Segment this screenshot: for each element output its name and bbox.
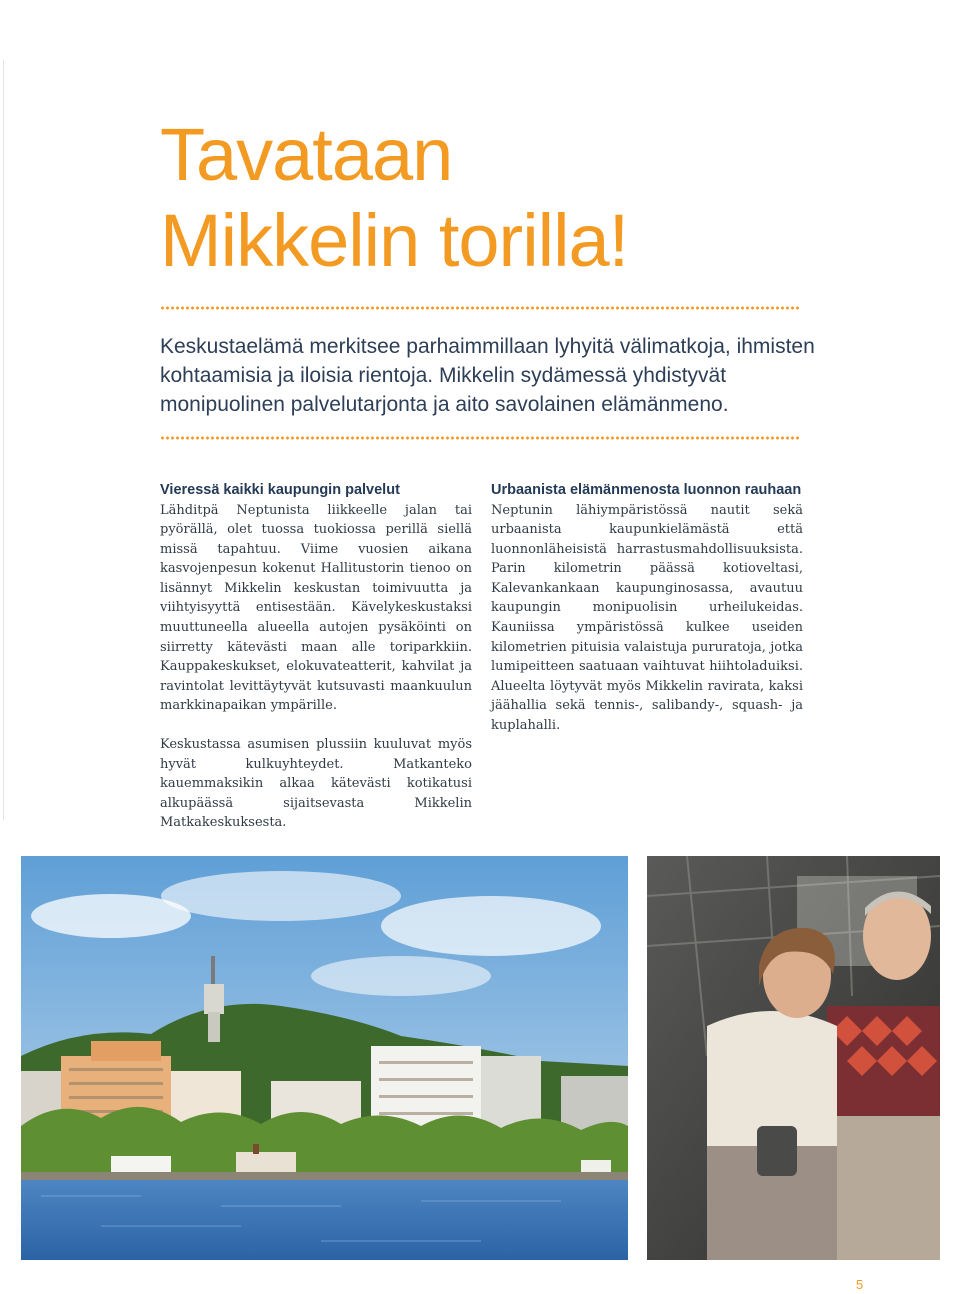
dotted-divider-top [160,306,800,310]
left-column-paragraph-2: Keskustassa asumisen plussiin kuuluvat myös hyvät kulkuyhteydet. Matkanteko kauemmaksikin alkaa kätevästi kotikatusi alkupäässä sijaitsevasta Mikkelin Matkakeskuksesta. [160,737,472,831]
page-edge-line [3,60,4,820]
right-column-paragraph-1: Neptunin lähiympäristössä nautit sekä urbaanista kaupunkielämästä että luonnonläheisistä harrastusmahdollisuuksista. Parin kilometrin päässä kotioveltasi, Kalevankankaan kaupunginosassa, avautuu kaupungin monipuolisin urheilukeidas. Kauniissa ympäristössä kulkee useiden kilometrien pituisia valaistuja pururatoja, jotka lumipeitteen saatuaan vaihtuvat hiihtoladuiksi. Alueelta löytyvät myös Mikkelin ravirata, kaksi jäähallia sekä tennis-, salibandy-, squash- ja kuplahalli. [491,502,803,734]
right-column [491,481,803,736]
page-headline [160,112,628,284]
left-column-paragraph-1: Lähditpä Neptunista liikkeelle jalan tai pyörällä, olet tuossa tuokiossa perillä siellä missä tapahtuu. Viime vuosien aikana kasvojenpesun kokenut Hallitustorin tienoo on lisännyt Mikkelin keskustan toimivuutta ja viihtyisyyttä entisestään. Kävelykeskustaksi muuttuneella alueella autojen pysäköinti on siirretty kätevästi maan alle toriparkkiin. Kauppakeskukset, elokuvateatterit, kahvilat ja ravintolat levittäytyvät kutsuvasti maankuulun markkinapaikan ympärille. [160,502,472,714]
couple-photo [647,856,940,1260]
headline-line-1: Tavataan [160,113,453,196]
left-column [160,481,472,833]
dotted-divider-bottom [160,436,800,440]
right-column-heading: Urbaanista elämänmenosta luonnon rauhaan [491,482,802,498]
intro-text: Keskustaelämä merkitsee parhaimmillaan lyhyitä välimatkoja, ihmisten kohtaamisia ja iloisia rientoja. Mikkelin sydämessä yhdistyvät monipuolinen palvelutarjonta ja aito savolainen elämänmeno. [160,335,815,416]
page-number: 5 [856,1277,864,1292]
headline-line-2: Mikkelin torilla! [160,199,629,282]
left-column-heading: Vieressä kaikki kaupungin palvelut [160,482,400,498]
city-lake-photo [21,856,628,1260]
